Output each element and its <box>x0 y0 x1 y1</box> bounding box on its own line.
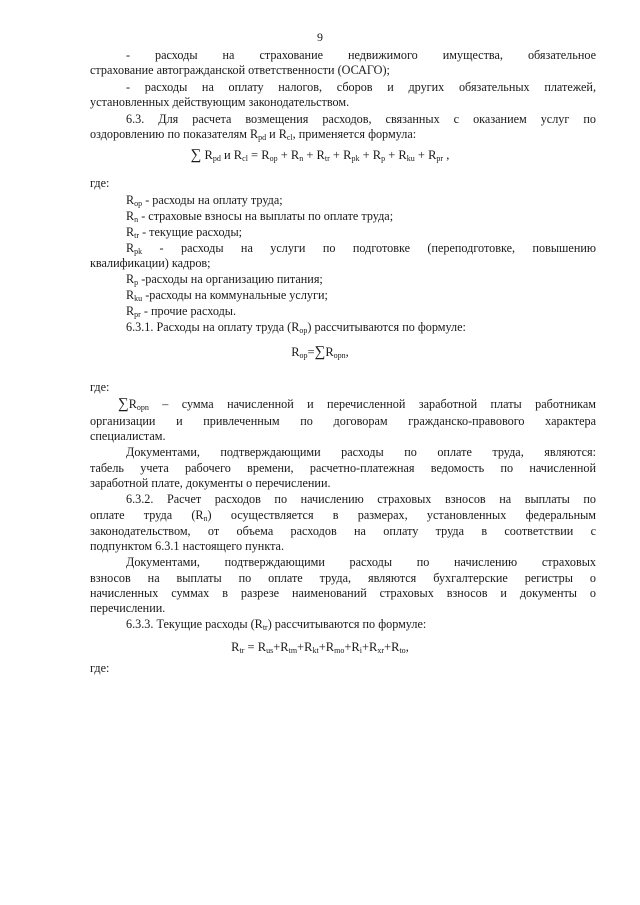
section-6-3-2-line-4: подпунктом 6.3.1 настоящего пункта. <box>90 539 285 553</box>
page-number: 9 <box>317 30 323 44</box>
def-pr: $R_{pr}$ - прочие расходы. <box>126 304 237 319</box>
section-6-3-2-line-2: оплате труда $(R_n)$ осуществляется в размерах, установленных федеральным <box>90 508 597 523</box>
def-ku: $R_{ku}$ -расходы на коммунальные услуги; <box>126 288 328 303</box>
def-op: $R_{op}$ - расходы на оплату труда; <box>126 193 283 208</box>
insurance-line-1: - расходы на страхование недвижимого имущества, обязательное <box>126 48 596 62</box>
section-6-3-line-2: оздоровлению по показателям $R_{pd}$ и $R_{cl}$, применяется формула: <box>90 127 417 142</box>
where-label-2: где: <box>90 380 110 394</box>
def-opn-line-2: организации и привлеченным по договорам гражданско-правового характера <box>90 414 596 428</box>
docs-n-line-2: взносов на выплаты по оплате труда, являются бухгалтерские регистры о <box>90 571 596 585</box>
where-label-3: где: <box>90 661 110 675</box>
docs-op-line-3: заработной плате, документы о перечислении. <box>90 476 331 490</box>
def-n: $R_n$ - страховые взносы на выплаты по оплате труда; <box>126 209 394 224</box>
def-pk-cont: квалификации) кадров; <box>90 256 211 270</box>
section-6-3-3: 6.3.3. Текущие расходы $(R_{tr})$ рассчитываются по формуле: <box>126 617 427 632</box>
def-opn-line-1: $\sum R_{opn}$ – сумма начисленной и перечисленной заработной платы работникам <box>118 396 596 412</box>
main-formula: ∑ $R_{pd}$ и $R_{cl} = R_{op} + R_n + R_{tr} + R_{pk} + R_p + R_{ku} + R_{pr}$ , <box>190 147 450 163</box>
taxes-line-1: - расходы на оплату налогов, сборов и других обязательных платежей, <box>126 80 596 94</box>
where-label-1: где: <box>90 176 110 190</box>
docs-n-line-3: начисленных суммах в разрезе наименований страховых взносов и документы о <box>90 586 596 600</box>
docs-n-line-1: Документами, подтверждающими расходы по начислению страховых <box>126 555 596 569</box>
taxes-line-2: установленных действующим законодательством. <box>90 95 350 109</box>
formula-tr: $R_{tr} = R_{us}+R_{tm}+R_{kt}+R_{mo}+R_i+R_{xr}+R_{to}$, <box>231 640 409 655</box>
insurance-line-2: страхование автогражданской ответственности (ОСАГО); <box>90 63 390 77</box>
section-6-3-2-line-3: законодательством, от объема расходов на оплату труда в соответствии с <box>90 524 596 538</box>
formula-op: $R_{op}=\sum R_{opn}$, <box>291 344 349 360</box>
section-6-3-1: 6.3.1. Расходы на оплату труда $(R_{op})$ рассчитываются по формуле: <box>126 320 466 335</box>
docs-op-line-1: Документами, подтверждающими расходы по оплате труда, являются: <box>126 445 596 459</box>
def-opn-line-3: специалистам. <box>90 429 166 443</box>
section-6-3-line-1: 6.3. Для расчета возмещения расходов, связанных с оказанием услуг по <box>126 112 596 126</box>
def-pk: $R_{pk}$ - расходы на услуги по подготовке (переподготовке, повышению <box>126 241 596 256</box>
section-6-3-2-line-1: 6.3.2. Расчет расходов по начислению страховых взносов на выплаты по <box>126 492 596 506</box>
docs-n-line-4: перечислении. <box>90 601 166 615</box>
def-tr: $R_{tr}$ - текущие расходы; <box>126 225 243 240</box>
def-p: $R_p$ -расходы на организацию питания; <box>126 272 323 287</box>
docs-op-line-2: табель учета рабочего времени, расчетно-платежная ведомость по начисленной <box>90 461 596 475</box>
